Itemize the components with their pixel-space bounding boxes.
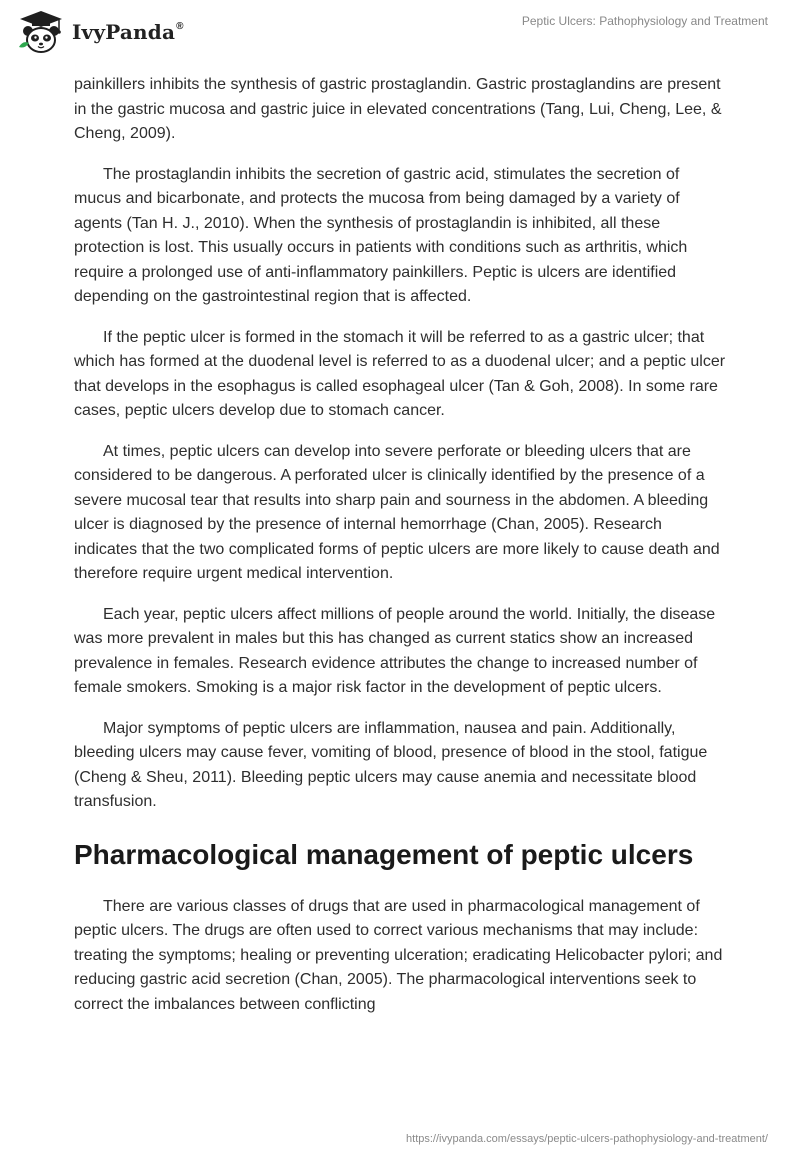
source-url[interactable]: https://ivypanda.com/essays/peptic-ulcers-pathophysiology-and-treatment/: [406, 1133, 768, 1145]
paragraph: If the peptic ulcer is formed in the stomach it will be referred to as a gastric ulcer; that which has formed at the duodenal level is referred to as a duodenal ulcer; and a peptic ulcer that develops in the esophagus is called esophageal ulcer (Tan & Goh, 2008). In some rare cases, peptic ulcers develop due to stomach cancer.: [74, 328, 726, 419]
section-heading: Pharmacological management of peptic ulcers: [74, 838, 694, 870]
document-title: Peptic Ulcers: Pathophysiology and Treatment: [521, 14, 768, 28]
paragraph-continued: painkillers inhibits the synthesis of gastric prostaglandin. Gastric prostaglandins are present in the gastric mucosa and gastric juice in elevated concentrations (Tang, Lui, Cheng, Lee, & Cheng, 2009).: [74, 76, 722, 142]
registered-mark: ®: [176, 21, 184, 32]
paragraph: Major symptoms of peptic ulcers are inflammation, nausea and pain. Additionally, bleeding ulcers may cause fever, vomiting of blood, presence of blood in the stool, fatigue (Cheng & Sheu, 2011). Bleeding peptic ulcers may cause anemia and necessitate blood transfusion.: [74, 719, 708, 810]
paragraph: The prostaglandin inhibits the secretion of gastric acid, stimulates the secretion of mucus and bicarbonate, and protects the mucosa from being damaged by a variety of agents (Tan H. J., 2010). When the synthesis of prostaglandin is inhibited, all these protection is lost. This usually occurs in patients with conditions such as arthritis, which require a prolonged use of anti-inflammatory painkillers. Peptic is ulcers are identified depending on the gastrointestinal region that is affected.: [74, 165, 688, 305]
section-paragraph: There are various classes of drugs that are used in pharmacological management of peptic ulcers. The drugs are often used to correct various mechanisms that may include: treating the symptoms; healing or preventing ulceration; eradicating Helicobacter pylori; and reducing gastric acid secretion (Chan, 2005). The pharmacological interventions seek to correct the imbalances between conflicting: [74, 897, 723, 1013]
brand-name: IvyPanda®: [72, 20, 184, 44]
ivypanda-logo[interactable]: [16, 9, 184, 55]
panda-graduate-icon: [16, 9, 66, 55]
paragraph: At times, peptic ulcers can develop into severe perforate or bleeding ulcers that are considered to be dangerous. A perforated ulcer is clinically identified by the presence of a severe mucosal tear that results into sharp pain and sourness in the abdomen. A bleeding ulcer is diagnosed by the presence of internal hemorrhage (Chan, 2005). Research indicates that the two complicated forms of peptic ulcers are more likely to cause death and therefore require urgent medical intervention.: [74, 442, 720, 582]
page-header: [0, 0, 800, 70]
paragraph: Each year, peptic ulcers affect millions of people around the world. Initially, the disease was more prevalent in males but this has changed as current statics show an increased prevalence in females. Research evidence attributes the change to increased number of female smokers. Smoking is a major risk factor in the development of peptic ulcers.: [74, 605, 716, 696]
essay-body: [74, 73, 729, 1033]
